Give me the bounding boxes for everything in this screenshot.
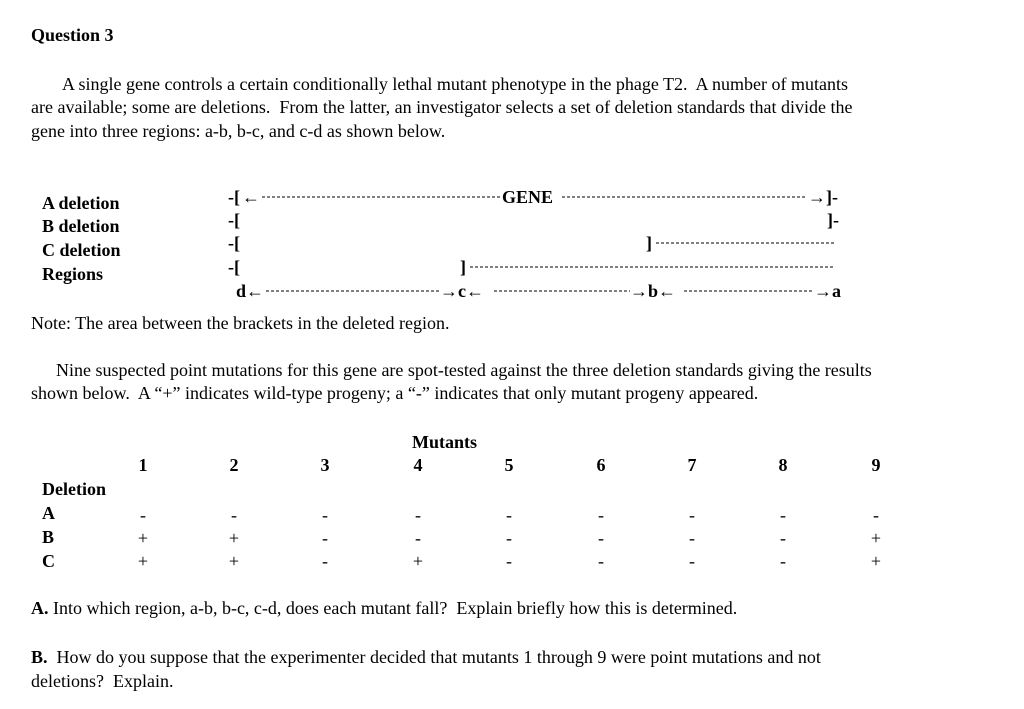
svg-text:d: d (236, 281, 247, 301)
table-cell: - (140, 505, 146, 525)
row-label-b: B (42, 527, 55, 547)
svg-text:→a: →a (814, 281, 841, 301)
table-cell: + (870, 551, 882, 571)
note: Note: The area between the brackets in the deleted region. (31, 313, 450, 333)
mutant-number: 7 (687, 455, 697, 475)
table-cell: + (228, 551, 240, 571)
b-deletion-line (212, 214, 828, 253)
intro-line-1: A single gene controls a certain conditionally lethal mutant phenotype in the phage T2. A number of mutants (62, 74, 848, 94)
regions-line (220, 262, 841, 301)
table-cell: - (415, 505, 421, 525)
table-cell: - (780, 505, 786, 525)
table-cell: - (322, 505, 328, 525)
table-cell: + (137, 551, 149, 571)
table-cell: - (322, 551, 328, 571)
table-cell: - (780, 528, 786, 548)
second-paragraph-line-2: shown below. A “+” indicates wild-type progeny; a “-” indicates that only mutant progeny appeared. (31, 383, 759, 403)
table-cell: + (228, 528, 240, 548)
regions-svg (236, 280, 846, 304)
svg-text:←: ← (246, 281, 264, 301)
table-cell: - (322, 528, 328, 548)
table-cell: - (780, 551, 786, 571)
question-a-label: A. (31, 598, 49, 618)
row-label-a: A (42, 503, 55, 523)
gene-line (212, 168, 838, 207)
mutant-number: 9 (871, 455, 881, 475)
mutant-number: 3 (320, 455, 330, 475)
table-cell: - (506, 551, 512, 571)
table-cell: - (689, 528, 695, 548)
table-cell: - (231, 505, 237, 525)
table-cell: - (689, 551, 695, 571)
intro-line-2: are available; some are deletions. From the latter, an investigator selects a set of deletion standards that divide the (31, 97, 853, 117)
svg-text:-[: -[ (228, 257, 240, 277)
mutant-number: 8 (778, 455, 788, 475)
mutant-number: 5 (504, 455, 514, 475)
table-cell: - (598, 505, 604, 525)
question-b-line-1 (31, 645, 821, 669)
question-b-label: B. (31, 647, 48, 667)
svg-text:←: ← (242, 187, 260, 207)
svg-text:GENE: GENE (502, 187, 554, 207)
svg-text:]: ] (646, 233, 652, 253)
row-label-a-deletion: A deletion (42, 193, 120, 213)
table-cell: - (598, 551, 604, 571)
row-label-c: C (42, 551, 55, 571)
svg-text:-[: -[ (228, 233, 240, 253)
question-b-text-1: How do you suppose that the experimenter decided that mutants 1 through 9 were point mutations and not (56, 647, 821, 667)
question-b-line-2: deletions? Explain. (31, 671, 174, 691)
mutant-number: 1 (138, 455, 148, 475)
svg-text:→b←: →b← (630, 281, 677, 301)
mutant-number: 4 (413, 455, 423, 475)
mutant-number: 6 (596, 455, 606, 475)
svg-text:→]-: →]- (808, 187, 838, 207)
second-paragraph-line-1: Nine suspected point mutations for this gene are spot-tested against the three deletion standards giving the results (56, 360, 872, 380)
c-deletion-line (212, 238, 828, 277)
mutant-number: 2 (229, 455, 239, 475)
question-a-text: Into which region, a-b, b-c, c-d, does each mutant fall? Explain briefly how this is determined. (53, 598, 738, 618)
svg-text:]: ] (460, 257, 466, 277)
table-cell: + (870, 528, 882, 548)
svg-text:→c←: →c← (440, 281, 484, 301)
row-label-regions: Regions (42, 264, 104, 284)
table-cell: + (412, 551, 424, 571)
intro-line-3: gene into three regions: a-b, b-c, and c-d as shown below. (31, 121, 446, 141)
deletion-header: Deletion (42, 479, 106, 499)
question-title: Question 3 (31, 25, 114, 45)
question-a (31, 596, 737, 620)
table-cell: + (137, 528, 149, 548)
table-cell: - (506, 505, 512, 525)
table-cell: - (689, 505, 695, 525)
svg-text:-[: -[ (228, 210, 240, 230)
svg-text:-[: -[ (228, 187, 240, 207)
svg-text:]-: ]- (827, 210, 839, 230)
row-label-c-deletion: C deletion (42, 240, 121, 260)
row-label-b-deletion: B deletion (42, 216, 120, 236)
table-cell: - (506, 528, 512, 548)
mutants-header: Mutants (412, 432, 478, 452)
table-cell: - (598, 528, 604, 548)
table-cell: - (415, 528, 421, 548)
table-cell: - (873, 505, 879, 525)
a-deletion-line (212, 191, 839, 230)
